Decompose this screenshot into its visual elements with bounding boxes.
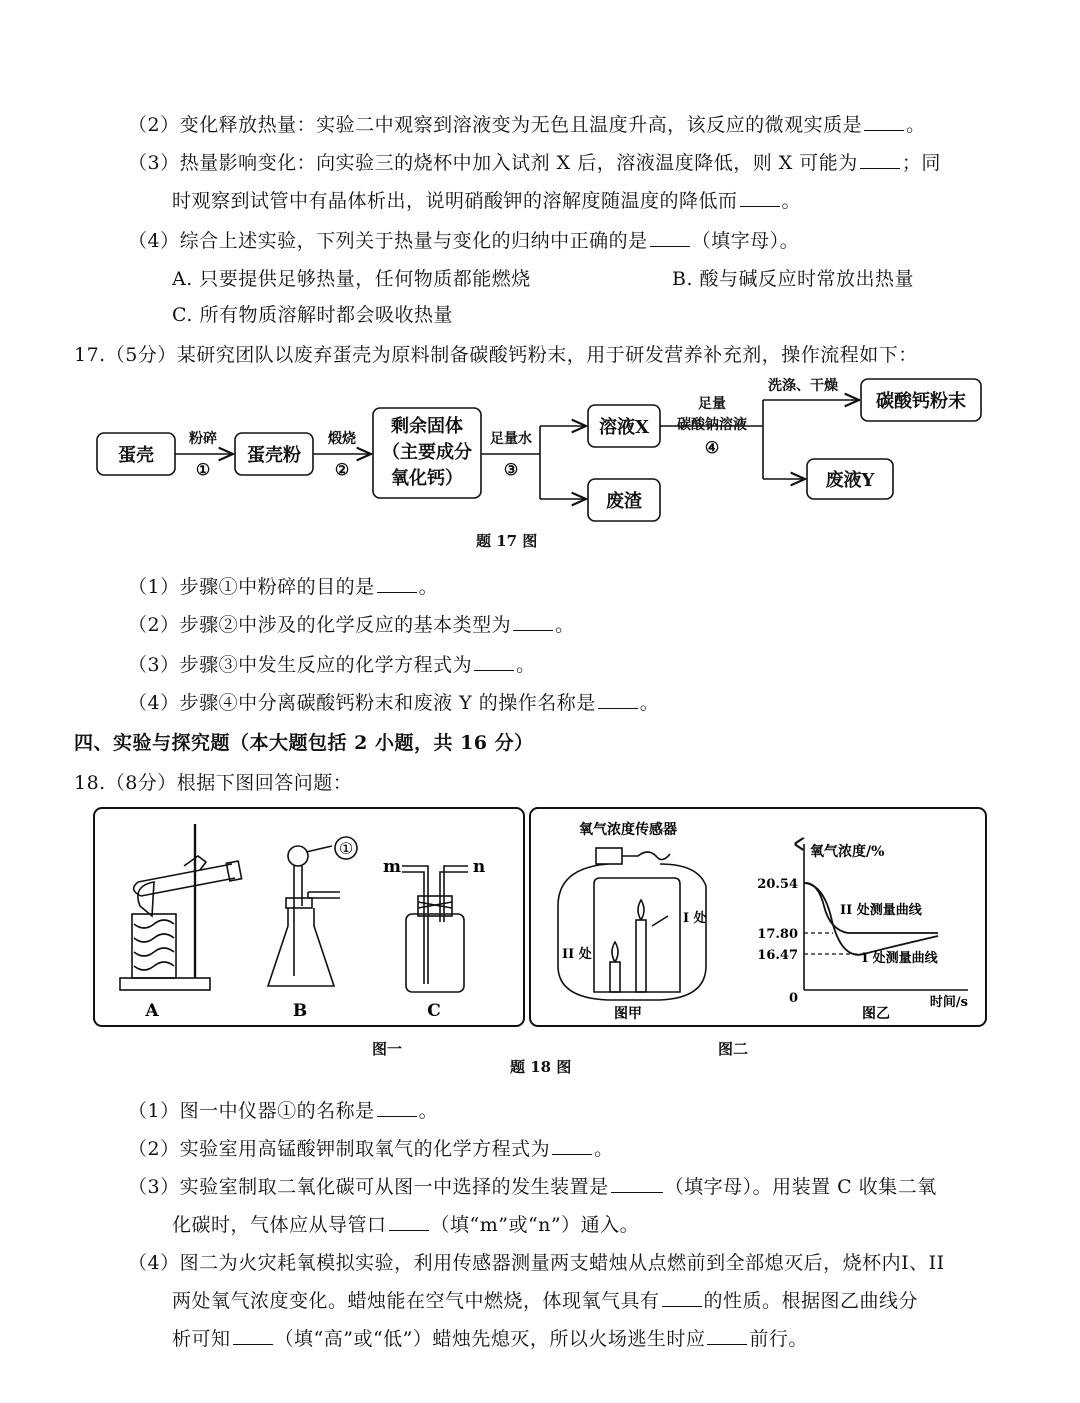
q16-part3b-end: 。: [781, 190, 802, 212]
q18-part4b-text: 两处氧气浓度变化。蜡烛能在空气中燃烧，体现氧气具有: [172, 1290, 660, 1312]
q18-part3b: [172, 1210, 639, 1237]
chart-origin-label: 0: [788, 991, 798, 1006]
q17-part4-end: 。: [639, 692, 660, 714]
figure2-caption: 图二: [718, 1040, 749, 1058]
q18-part4a: （4）图二为火灾耗氧模拟实验，利用传感器测量两支蜡烛从点燃前到全部熄灭后，烧杯内I、II: [128, 1252, 945, 1274]
q17-part2: [128, 610, 575, 637]
q18-part3b-end: （填“m”或“n”）通入。: [430, 1214, 640, 1236]
label-a: A: [145, 1001, 159, 1021]
instrument-1-label: ①: [338, 839, 354, 858]
position-i-label: I 处: [683, 911, 707, 926]
wash-dry-label: 洗涤、干燥: [768, 378, 838, 394]
answer-blank[interactable]: [707, 1328, 747, 1345]
answer-blank[interactable]: [864, 114, 904, 131]
chart-legend-ii: II 处测量曲线: [840, 903, 922, 918]
apparatus-c: [402, 866, 468, 992]
q16-option-a: A. 只要提供足够热量，任何物质都能燃烧: [172, 268, 531, 290]
answer-blank[interactable]: [598, 692, 638, 709]
q17-part3: [128, 650, 536, 677]
flow-solid-line1: 剩余固体: [391, 416, 463, 437]
label-c: C: [427, 1001, 441, 1021]
step1-number: ①: [195, 460, 211, 479]
q16-option-b: B. 酸与碱反应时常放出热量: [672, 268, 915, 290]
q16-part4-end: （填字母）。: [691, 230, 800, 252]
q16-option-c: C. 所有物质溶解时都会吸收热量: [172, 304, 453, 326]
answer-blank[interactable]: [377, 576, 417, 593]
q18-part2-text: （2）实验室用高锰酸钾制取氧气的化学方程式为: [128, 1138, 551, 1160]
q16-part4-text: （4）综合上述实验，下列关于热量与变化的归纳中正确的是: [128, 230, 648, 252]
q16-part4: [128, 226, 799, 253]
flow-caco3-powder: 碳酸钙粉末: [876, 391, 966, 412]
q18-part4c-text: 析可知: [172, 1328, 231, 1350]
flow-solution-x: 溶液X: [599, 417, 649, 438]
answer-blank[interactable]: [611, 1176, 663, 1193]
figure-yi-label: 图乙: [862, 1006, 890, 1022]
answer-blank[interactable]: [474, 654, 514, 671]
chart-y-axis-label: 氧气浓度/%: [810, 844, 885, 860]
answer-blank[interactable]: [860, 152, 900, 169]
q17-part1-end: 。: [418, 576, 439, 598]
answer-blank[interactable]: [650, 230, 690, 247]
q18-part3a-end: （填字母）。用装置 C 收集二氧: [664, 1176, 937, 1198]
q16-part3a-end: ；同: [901, 152, 941, 174]
step3-number: ③: [503, 460, 519, 479]
q17-part3-text: （3）步骤③中发生反应的化学方程式为: [128, 654, 473, 676]
step2-number: ②: [334, 460, 350, 479]
flow-waste-y: 废液Y: [825, 470, 875, 491]
step4-label1: 足量: [698, 396, 726, 412]
apparatus-b: [268, 837, 357, 986]
q18-stem: 18.（8分）根据下图回答问题：: [74, 772, 353, 794]
answer-blank[interactable]: [662, 1290, 702, 1307]
apparatus-a: [120, 824, 242, 990]
q16-part3b-text: 时观察到试管中有晶体析出，说明硝酸钾的溶解度随温度的降低而: [172, 190, 738, 212]
figure1-caption: 图一: [372, 1040, 403, 1058]
flow-residue: 废渣: [606, 491, 642, 512]
q18-part2-end: 。: [594, 1138, 614, 1160]
q18-part1-end: 。: [418, 1100, 439, 1122]
step4-number: ④: [704, 438, 720, 457]
q18-part2: [128, 1134, 614, 1161]
q16-part3a-text: （3）热量影响变化：向实验三的烧杯中加入试剂 X 后，溶液温度降低，则 X 可能为: [128, 152, 858, 174]
q16-part2: [128, 110, 926, 137]
q17-part1-text: （1）步骤①中粉碎的目的是: [128, 576, 375, 598]
sensor-label: 氧气浓度传感器: [579, 822, 677, 838]
flow-solid-line3: 氧化钙）: [391, 468, 463, 489]
step3-label: 足量水: [490, 431, 532, 447]
step2-label: 煅烧: [328, 431, 356, 447]
q17-part2-text: （2）步骤②中涉及的化学反应的基本类型为: [128, 614, 512, 636]
q18-part4c-mid: （填“高”或“低”）蜡烛先熄灭，所以火场逃生时应: [274, 1328, 706, 1350]
q18-part1: [128, 1096, 438, 1123]
chart-y-tick-17-80: 17.80: [757, 927, 798, 942]
port-n-label: n: [472, 857, 486, 877]
section-heading: 四、实验与探究题（本大题包括 2 小题，共 16 分）: [74, 732, 534, 754]
q16-part3b: [172, 186, 801, 213]
flow-solid-line2: （主要成分: [382, 442, 472, 463]
answer-blank[interactable]: [389, 1214, 429, 1231]
flow-eggshell-powder: 蛋壳粉: [247, 445, 301, 466]
q16-part2-text: （2）变化释放热量：实验二中观察到溶液变为无色且温度升高，该反应的微观实质是: [128, 114, 863, 136]
position-ii-label: II 处: [562, 947, 592, 962]
answer-blank[interactable]: [552, 1138, 592, 1155]
q18-part4c: [172, 1324, 808, 1351]
q16-part3a: [128, 148, 941, 175]
chart-y-tick-20-54: 20.54: [757, 877, 798, 892]
q17-part2-end: 。: [555, 614, 575, 636]
q17-part3-end: 。: [516, 654, 536, 676]
q17-part4-text: （4）步骤④中分离碳酸钙粉末和废液 Y 的操作名称是: [128, 692, 596, 714]
q17-part4: [128, 688, 659, 715]
chart-x-axis-label: 时间/s: [929, 995, 968, 1010]
q18-part4b-end: 的性质。根据图乙曲线分: [703, 1290, 919, 1312]
q18-part4b: [172, 1286, 918, 1313]
q17-part1: [128, 572, 438, 599]
q17-figure-caption: 题 17 图: [476, 532, 538, 550]
port-m-label: m: [383, 857, 401, 877]
q16-part2-end: 。: [906, 114, 926, 136]
label-b: B: [292, 1001, 308, 1021]
q18-part3b-text: 化碳时，气体应从导管口: [172, 1214, 387, 1236]
q18-figure2: [528, 806, 990, 1030]
q18-part3a-text: （3）实验室制取二氧化碳可从图一中选择的发生装置是: [128, 1176, 609, 1198]
q17-stem: 17.（5分）某研究团队以废弃蛋壳为原料制备碳酸钙粉末，用于研发营养补充剂，操作流程如下：: [74, 344, 918, 366]
q18-part3a: [128, 1172, 937, 1199]
step4-label2: 碳酸钠溶液: [677, 417, 747, 433]
q17-flowchart: [90, 375, 1000, 525]
chart-y-tick-16-47: 16.47: [757, 948, 798, 963]
answer-blank[interactable]: [740, 190, 780, 207]
answer-blank[interactable]: [233, 1328, 273, 1345]
flow-eggshell: 蛋壳: [118, 445, 154, 466]
q18-part4c-end: 前行。: [749, 1328, 808, 1350]
step1-label: 粉碎: [189, 431, 217, 447]
answer-blank[interactable]: [513, 614, 553, 631]
q18-part1-text: （1）图一中仪器①的名称是: [128, 1100, 375, 1122]
figure-jia-label: 图甲: [614, 1006, 642, 1022]
q18-figure1: [92, 806, 528, 1030]
answer-blank[interactable]: [377, 1100, 417, 1117]
q18-figure-caption: 题 18 图: [510, 1058, 572, 1076]
chart-legend-i: I 处测量曲线: [862, 951, 938, 966]
chart-series-i-curve: [804, 883, 938, 955]
